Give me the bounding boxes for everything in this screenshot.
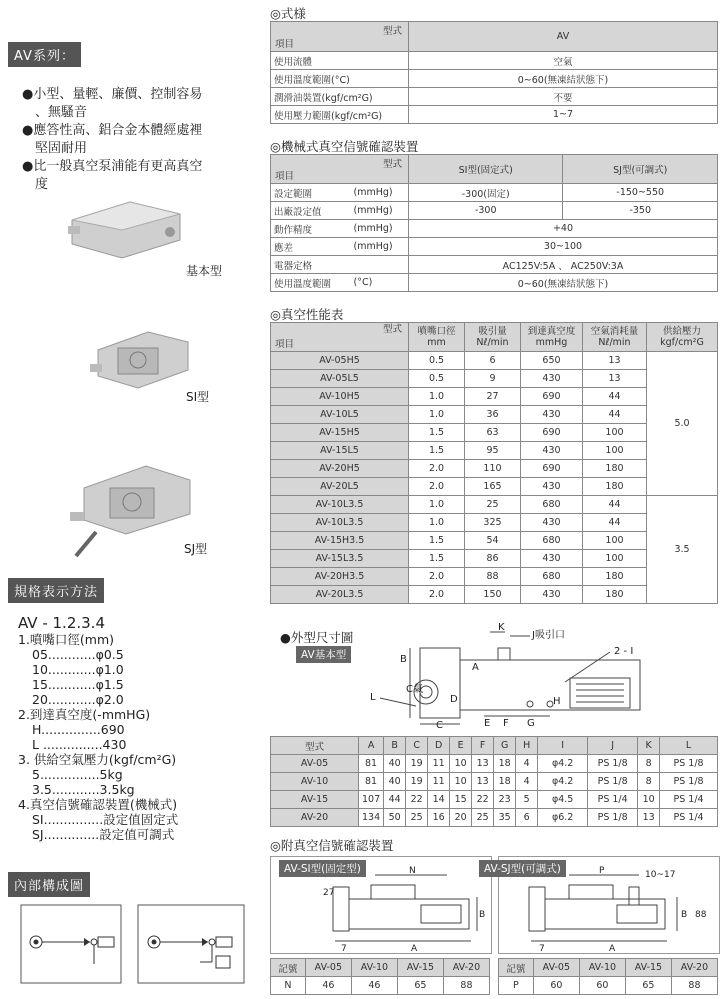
table-cell: AV-10: [579, 959, 625, 977]
si-dim-v: 27: [323, 888, 335, 898]
perf-table: [270, 322, 718, 604]
table-cell: 1.5: [409, 550, 465, 568]
table-cell: 13: [472, 755, 494, 773]
table-cell: 6: [516, 809, 538, 827]
dim-label-j: J吸引口: [532, 630, 565, 641]
feature-line: ●應答性高、鋁合金本體經處裡: [22, 123, 203, 138]
table-cell: 4: [516, 755, 538, 773]
table-cell: AV-20L5: [271, 478, 409, 496]
table-cell: 63: [465, 424, 521, 442]
table-cell: 18: [494, 755, 516, 773]
table-cell: (mmHg): [351, 184, 409, 202]
dims-table: [270, 736, 718, 827]
table-row: [271, 184, 718, 202]
table-cell: 電器定格: [271, 256, 351, 274]
table-cell: AV-15L5: [271, 442, 409, 460]
table-cell: 10: [450, 755, 472, 773]
spec-line: L ...............430: [32, 737, 127, 752]
perf-header: 到達真空度 mmHg: [521, 323, 583, 352]
spec-line: 3.5............3.5kg: [32, 782, 135, 797]
column-header: J: [588, 737, 638, 755]
table-cell: AV-20: [443, 959, 489, 977]
table-cell: 325: [465, 514, 521, 532]
perf-header: 空氣消耗量 Nℓ/min: [583, 323, 647, 352]
table-cell: AV-20L3.5: [271, 586, 409, 604]
dim-label-b: B: [400, 654, 407, 665]
attach-title: ◎附真空信號確認裝置: [270, 838, 394, 853]
column-header: E: [450, 737, 472, 755]
table-cell: 潤滑油裝置(kgf/cm²G): [271, 88, 409, 106]
spec-list: [18, 614, 248, 842]
table-cell: 680: [521, 496, 583, 514]
column-header: A: [359, 737, 384, 755]
table-cell: 1.0: [409, 514, 465, 532]
table-cell: AV-20H3.5: [271, 568, 409, 586]
table-row: [271, 773, 718, 791]
spec-line: SI...............設定值固定式: [32, 812, 179, 827]
dim-label-e: E: [484, 718, 491, 729]
table-cell: 設定範圍: [271, 184, 351, 202]
table-cell: 2.0: [409, 568, 465, 586]
table-cell: 180: [583, 568, 647, 586]
table-cell: 記號: [271, 959, 306, 977]
dim-label-i: 2 - I: [614, 646, 634, 657]
table-cell: 25: [465, 496, 521, 514]
table-cell: AV-10L5: [271, 406, 409, 424]
dims-subtitle: AV基本型: [296, 646, 351, 663]
sj-drawing-box: [484, 856, 720, 954]
table-cell: φ6.2: [538, 809, 588, 827]
table-cell: AV-15H3.5: [271, 532, 409, 550]
table-cell: 16: [428, 809, 450, 827]
table-cell: AV-10H5: [271, 388, 409, 406]
feature-line: 度: [22, 177, 49, 192]
col-si: SI型(固定式): [409, 155, 563, 184]
table-cell: -300(固定): [409, 184, 563, 202]
table-cell: 44: [583, 514, 647, 532]
column-header: K: [638, 737, 660, 755]
table-cell: 2.0: [409, 460, 465, 478]
table-cell: 180: [583, 478, 647, 496]
table-row: [271, 202, 718, 220]
si-table: [270, 958, 490, 995]
sj-dim-7: 7: [539, 944, 545, 953]
table-cell: PS 1/8: [660, 755, 718, 773]
internal-title: 內部構成圖: [8, 872, 90, 897]
table-cell: 430: [521, 370, 583, 388]
column-header: I: [538, 737, 588, 755]
table-cell: P: [499, 977, 534, 995]
table-cell: -150~550: [563, 184, 718, 202]
spec-model-header: AV: [409, 22, 718, 52]
table-cell: +40: [409, 220, 718, 238]
table-cell: PS 1/8: [588, 809, 638, 827]
table-cell: 430: [521, 442, 583, 460]
table-cell: 46: [351, 977, 397, 995]
table-row: [271, 220, 718, 238]
feature-line: 堅固耐用: [22, 141, 88, 156]
table-row: [271, 755, 718, 773]
table-row: [271, 496, 718, 514]
table-cell: PS 1/4: [588, 791, 638, 809]
feature-line: 、無騷音: [22, 105, 88, 120]
table-cell: 50: [384, 809, 406, 827]
table-cell: 空氣: [409, 52, 718, 70]
table-cell: 100: [583, 442, 647, 460]
table-cell: 180: [583, 460, 647, 478]
column-header: L: [660, 737, 718, 755]
table-cell: AV-05H5: [271, 352, 409, 370]
table-cell: -350: [563, 202, 718, 220]
table-cell: 44: [583, 388, 647, 406]
table-row: [271, 809, 718, 827]
table-cell: AV-20: [271, 809, 359, 827]
internal-diagram: [20, 904, 250, 984]
table-cell: 40: [384, 755, 406, 773]
table-cell: (mmHg): [351, 238, 409, 256]
table-cell: 25: [406, 809, 428, 827]
table-cell: 4: [516, 773, 538, 791]
table-cell: 100: [583, 532, 647, 550]
table-cell: 88: [443, 977, 489, 995]
table-cell: 35: [494, 809, 516, 827]
table-cell: AV-15: [625, 959, 671, 977]
si-dim-n: N: [409, 866, 416, 876]
series-title: AV系列：: [8, 42, 81, 67]
table-row: [271, 52, 718, 70]
table-cell: 1.5: [409, 442, 465, 460]
column-header: 型式: [271, 737, 359, 755]
table-cell: 使用溫度範圍(°C): [271, 70, 409, 88]
column-header: G: [494, 737, 516, 755]
table-cell: φ4.2: [538, 773, 588, 791]
table-cell: 680: [521, 532, 583, 550]
table-cell: 動作精度: [271, 220, 351, 238]
mech-table: [270, 154, 718, 292]
table-cell: 27: [465, 388, 521, 406]
corner-label-type: 型式: [382, 324, 402, 335]
table-cell: 65: [397, 977, 443, 995]
table-cell: 22: [406, 791, 428, 809]
spec-line: H...............690: [32, 722, 125, 737]
spec-line: 1.噴嘴口徑(mm): [18, 632, 115, 647]
col-sj: SJ型(可調式): [563, 155, 718, 184]
table-cell: 40: [384, 773, 406, 791]
column-header: D: [428, 737, 450, 755]
spec-code: AV - 1.2.3.4: [18, 614, 105, 632]
table-cell: 9: [465, 370, 521, 388]
table-cell: 107: [359, 791, 384, 809]
table-cell: 0~60(無凍結狀態下): [409, 274, 718, 292]
table-cell: AV-20H5: [271, 460, 409, 478]
dim-label-g: G: [527, 718, 535, 729]
mech-table-title: ◎機械式真空信號確認裝置: [270, 139, 419, 154]
feature-list: [22, 86, 242, 194]
table-cell: 8: [638, 755, 660, 773]
table-cell: PS 1/4: [660, 809, 718, 827]
dim-label-d: D: [450, 694, 458, 705]
column-header: C: [406, 737, 428, 755]
table-cell: 100: [583, 424, 647, 442]
table-cell: 180: [583, 586, 647, 604]
table-cell: 13: [638, 809, 660, 827]
table-cell: AV-10L3.5: [271, 496, 409, 514]
table-cell: 95: [465, 442, 521, 460]
supply-pressure-cell: 5.0: [647, 352, 718, 496]
table-cell: PS 1/8: [588, 773, 638, 791]
spec-table: [270, 21, 718, 124]
spec-table-title: ◎式様: [270, 6, 306, 21]
table-cell: 165: [465, 478, 521, 496]
table-cell: 46: [305, 977, 351, 995]
table-cell: 出廠設定值: [271, 202, 351, 220]
table-header-row: [271, 737, 718, 755]
table-cell: 110: [465, 460, 521, 478]
table-cell: 13: [583, 352, 647, 370]
table-cell: (°C): [351, 274, 409, 292]
table-cell: 11: [428, 773, 450, 791]
table-cell: (mmHg): [351, 202, 409, 220]
table-row: [271, 352, 718, 370]
table-cell: 14: [428, 791, 450, 809]
table-cell: AV-15H5: [271, 424, 409, 442]
table-cell: 1.0: [409, 388, 465, 406]
table-cell: 8: [638, 773, 660, 791]
spec-line: 3. 供給空氣壓力(kgf/cm²G): [18, 752, 177, 767]
table-cell: 0.5: [409, 352, 465, 370]
table-row: [271, 274, 718, 292]
sj-dim-v: 88: [695, 910, 707, 920]
table-cell: PS 1/8: [588, 755, 638, 773]
table-cell: 不要: [409, 88, 718, 106]
table-cell: 1.0: [409, 406, 465, 424]
table-cell: AV-05: [271, 755, 359, 773]
dim-label-c: C: [436, 720, 443, 731]
table-cell: AV-20: [671, 959, 717, 977]
table-cell: 18: [494, 773, 516, 791]
table-cell: [351, 256, 409, 274]
table-cell: 65: [625, 977, 671, 995]
table-cell: 2.0: [409, 586, 465, 604]
table-cell: 100: [583, 550, 647, 568]
dim-label-c-qi: C氣: [406, 684, 423, 695]
si-dim-b: B: [479, 910, 486, 920]
table-cell: 10: [638, 791, 660, 809]
column-header: B: [384, 737, 406, 755]
table-cell: 430: [521, 514, 583, 532]
table-cell: 19: [406, 755, 428, 773]
spec-line: 5...............5kg: [32, 767, 123, 782]
table-cell: 680: [521, 568, 583, 586]
table-row: [271, 106, 718, 124]
table-cell: 1.0: [409, 496, 465, 514]
corner-label-type: 型式: [382, 26, 402, 37]
spec-line: 05............φ0.5: [32, 647, 124, 662]
table-cell: 60: [579, 977, 625, 995]
spec-line: 2.到達真空度(-mmHG): [18, 707, 151, 722]
table-cell: 134: [359, 809, 384, 827]
sj-type-photo: [66, 452, 196, 562]
table-cell: 1~7: [409, 106, 718, 124]
table-cell: 88: [465, 568, 521, 586]
spec-line: 10............φ1.0: [32, 662, 124, 677]
perf-table-title: ◎真空性能表: [270, 307, 344, 322]
table-cell: 2.0: [409, 478, 465, 496]
table-cell: 44: [384, 791, 406, 809]
table-cell: 6: [465, 352, 521, 370]
table-row: [271, 88, 718, 106]
table-cell: 690: [521, 424, 583, 442]
feature-line: ●小型、量輕、廉價、控制容易: [22, 87, 203, 102]
si-dim-a: A: [411, 944, 418, 953]
table-cell: 1.5: [409, 532, 465, 550]
dim-label-f: F: [503, 718, 509, 729]
table-cell: 54: [465, 532, 521, 550]
table-cell: AV-05L5: [271, 370, 409, 388]
table-cell: 88: [671, 977, 717, 995]
si-drawing-box: [270, 856, 492, 954]
table-cell: 0.5: [409, 370, 465, 388]
corner-label-item: 項目: [275, 171, 295, 182]
table-cell: 15: [450, 791, 472, 809]
table-cell: 430: [521, 478, 583, 496]
table-cell: 650: [521, 352, 583, 370]
table-cell: -300: [409, 202, 563, 220]
corner-label-item: 項目: [275, 339, 295, 350]
sj-label: AV-SJ型(可調式): [479, 860, 566, 877]
table-cell: AV-05: [533, 959, 579, 977]
dims-title: ●外型尺寸圖: [280, 630, 354, 645]
spec-line: 15............φ1.5: [32, 677, 124, 692]
table-row: [271, 791, 718, 809]
table-cell: PS 1/8: [660, 773, 718, 791]
table-cell: 30~100: [409, 238, 718, 256]
si-type-photo: [88, 320, 198, 400]
spec-line: SJ..............設定值可調式: [32, 827, 175, 842]
caption-sj: SJ型: [184, 542, 208, 556]
table-cell: 150: [465, 586, 521, 604]
table-cell: 22: [472, 791, 494, 809]
table-cell: φ4.2: [538, 755, 588, 773]
table-cell: 記號: [499, 959, 534, 977]
table-cell: 60: [533, 977, 579, 995]
perf-header: 供給壓力 kgf/cm²G: [647, 323, 718, 352]
table-row: [271, 70, 718, 88]
table-cell: 使用溫度範圍: [271, 274, 351, 292]
table-cell: AV-15: [397, 959, 443, 977]
table-cell: AV-05: [305, 959, 351, 977]
table-cell: AV-10L3.5: [271, 514, 409, 532]
table-cell: 81: [359, 755, 384, 773]
table-cell: AC125V:5A 、 AC250V:3A: [409, 256, 718, 274]
table-cell: 86: [465, 550, 521, 568]
si-label: AV-SI型(固定型): [279, 860, 366, 877]
table-cell: 44: [583, 406, 647, 424]
table-cell: 19: [406, 773, 428, 791]
corner-label-item: 項目: [275, 39, 295, 50]
caption-si: SI型: [186, 390, 210, 404]
table-cell: 13: [583, 370, 647, 388]
table-cell: 0~60(無凍結狀態下): [409, 70, 718, 88]
perf-header: 噴嘴口徑 mm: [409, 323, 465, 352]
table-cell: 36: [465, 406, 521, 424]
table-cell: 5: [516, 791, 538, 809]
dim-label-k: K: [498, 622, 505, 633]
dim-label-l: L: [370, 692, 376, 703]
table-cell: PS 1/4: [660, 791, 718, 809]
table-cell: 1.5: [409, 424, 465, 442]
sj-dim-p: P: [599, 866, 605, 876]
table-cell: N: [271, 977, 306, 995]
supply-pressure-cell: 3.5: [647, 496, 718, 604]
table-cell: 使用壓力範圍(kgf/cm²G): [271, 106, 409, 124]
caption-basic: 基本型: [186, 264, 223, 278]
table-row: [271, 256, 718, 274]
table-cell: 13: [472, 773, 494, 791]
basic-type-photo: [60, 192, 190, 264]
table-cell: 23: [494, 791, 516, 809]
dim-label-h: H: [553, 696, 561, 707]
column-header: H: [516, 737, 538, 755]
table-cell: 應差: [271, 238, 351, 256]
table-cell: 81: [359, 773, 384, 791]
table-cell: 44: [583, 496, 647, 514]
spec-line: 20............φ2.0: [32, 692, 124, 707]
dim-label-a: A: [472, 662, 479, 673]
column-header: F: [472, 737, 494, 755]
sj-dim-a: A: [609, 944, 616, 953]
perf-header: 吸引量 Nℓ/min: [465, 323, 521, 352]
table-cell: 11: [428, 755, 450, 773]
table-cell: AV-15L3.5: [271, 550, 409, 568]
spec-line: 4.真空信號確認裝置(機械式): [18, 797, 178, 812]
table-cell: (mmHg): [351, 220, 409, 238]
sj-dim-range: 10~17: [645, 870, 676, 880]
table-cell: 10: [450, 773, 472, 791]
table-cell: AV-15: [271, 791, 359, 809]
spec-title: 規格表示方法: [8, 578, 104, 603]
table-cell: AV-10: [351, 959, 397, 977]
table-cell: 使用流體: [271, 52, 409, 70]
table-cell: AV-10: [271, 773, 359, 791]
si-dim-7: 7: [341, 944, 347, 953]
table-cell: 690: [521, 460, 583, 478]
table-cell: 25: [472, 809, 494, 827]
dims-drawing: [360, 622, 680, 732]
table-cell: 430: [521, 550, 583, 568]
feature-line: ●比一般真空泵浦能有更高真空: [22, 159, 203, 174]
sj-table: [498, 958, 718, 995]
table-cell: 430: [521, 586, 583, 604]
table-cell: 690: [521, 388, 583, 406]
table-row: [271, 238, 718, 256]
table-cell: 20: [450, 809, 472, 827]
table-cell: 430: [521, 406, 583, 424]
sj-dim-b: B: [681, 910, 688, 920]
table-cell: φ4.5: [538, 791, 588, 809]
corner-label-type: 型式: [382, 159, 402, 170]
